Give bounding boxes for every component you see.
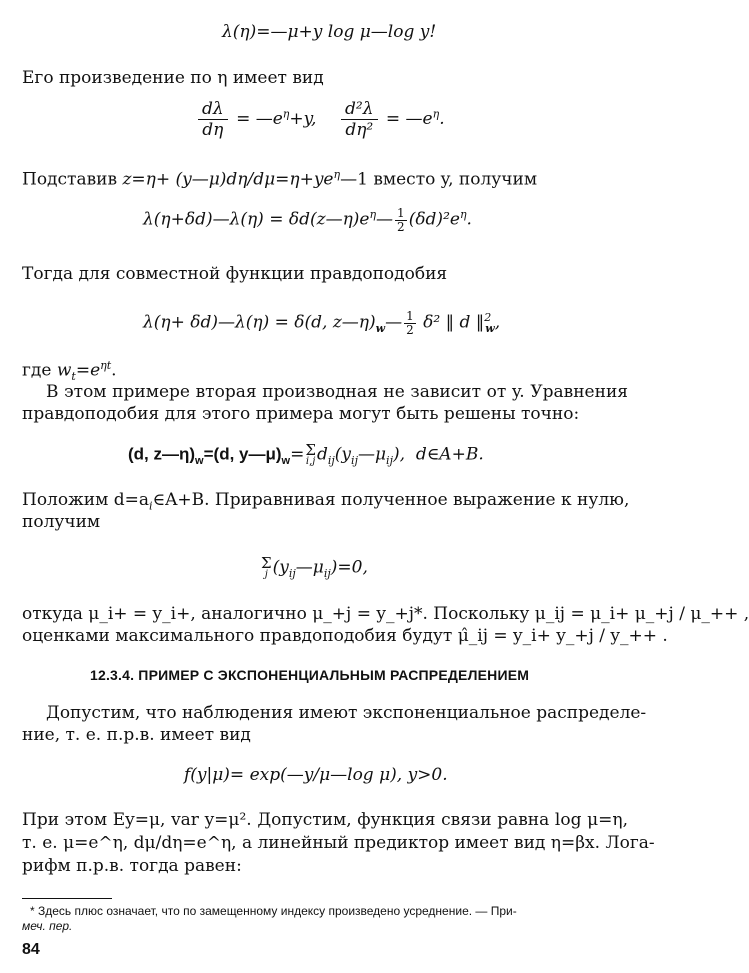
paragraph-link-function-line2: т. е. μ=e^η, dμ/dη=e^η, а линейный предиктор имеет вид η=βx. Лога- — [22, 833, 655, 853]
paragraph-exact-solution-line2: правдоподобия для этого примера могут быть решены точно: — [22, 404, 580, 424]
paragraph-estimates: откуда μ_i+ = y_i+, аналогично μ_+j = y_+j*. Поскольку μ_ij = μ_i+ μ_+j / μ_++ , — [22, 604, 749, 624]
equation-score: (d, $z—\eta)_w=(d$, $y—\mu)_w=$ Σ i,j $d_{ij}(y_{ij}—\mu_{ij})$, d∈A+B. — [128, 441, 484, 467]
footnote-divider — [22, 898, 112, 899]
paragraph-weights: где $w_t=e^{\eta t}$. — [22, 359, 117, 384]
p1-text: Его произведение по η имеет вид — [22, 68, 324, 88]
sum-operator: Σ i,j — [305, 441, 316, 467]
paragraph-exponential-intro: Допустим, что наблюдения имеют экспоненциальное распределе- — [46, 703, 647, 723]
equation-exponential-density: f(y|μ)= exp(—y/μ—log μ), y>0. — [184, 765, 448, 785]
equation-joint-increment: λ(η+ δd)—λ(η) = δ(d, $z—\eta)_w—$ $\frac{1}{2}$ δ² ‖ d ‖$^2_w$, — [143, 308, 501, 337]
eq1-text: λ(η)=—μ+y log μ—log y! — [222, 22, 437, 42]
paragraph-joint-likelihood: Тогда для совместной функции правдоподобия — [22, 264, 448, 284]
paragraph-set-zero: Положим $d=a_i\in A+B$. Приравнивая полученное выражение к нулю, — [22, 490, 630, 513]
paragraph-estimates-line2: оценками максимального правдоподобия будут μ̂_ij = y_i+ y_+j / y_++ . — [22, 626, 668, 646]
equation-sum-zero: Σ j $(y_{ij}—\mu_{ij})=0$, — [261, 554, 368, 580]
frac-d2lambda-deta2: $\frac{\text{d²λ}}{\text{dη²}}$ — [341, 100, 377, 139]
sum-operator-j: Σ j — [261, 554, 272, 580]
footnote: * Здесь плюс означает, что по замещенному индексу произведено усреднение. — При- — [30, 904, 517, 918]
paragraph-set-zero-line2: получим — [22, 512, 101, 532]
frac-dlambda-deta: $\frac{d\lambda}{d\eta}$ — [198, 100, 228, 139]
paragraph-link-function-line3: рифм п.р.в. тогда равен: — [22, 856, 242, 876]
page-number: 84 — [22, 941, 40, 958]
paragraph-exact-solution: В этом примере вторая производная не зависит от y. Уравнения — [46, 382, 628, 402]
equation-derivatives: $\frac{d\lambda}{d\eta}$ = $—e^\eta+y$, $\frac{\text{d²λ}}{\text{dη²}}$ = $—e^\eta$. — [195, 100, 445, 139]
footnote-line2: меч. пер. — [22, 919, 73, 933]
equation-increment: λ(η+δd)—λ(η) = $\delta d(z—\eta)e^\eta—$ $\frac{1}{2}$ $(\delta d)^2e^\eta$. — [143, 205, 472, 234]
equation-log-likelihood — [222, 22, 436, 42]
section-heading: 12.3.4. ПРИМЕР С ЭКСПОНЕНЦИАЛЬНЫМ РАСПРЕДЕЛЕНИЕМ — [90, 667, 530, 683]
paragraph-substitution: Подставив $z=\eta+ (y—\mu)d\eta/d\mu=\eta+ye^\eta—1$ вместо y, получим — [22, 168, 538, 190]
paragraph-derivative-intro — [22, 68, 324, 88]
paragraph-exponential-intro-line2: ние, т. е. п.р.в. имеет вид — [22, 725, 251, 745]
paragraph-link-function: При этом Ey=μ, var y=μ². Допустим, функция связи равна log μ=η, — [22, 810, 628, 830]
